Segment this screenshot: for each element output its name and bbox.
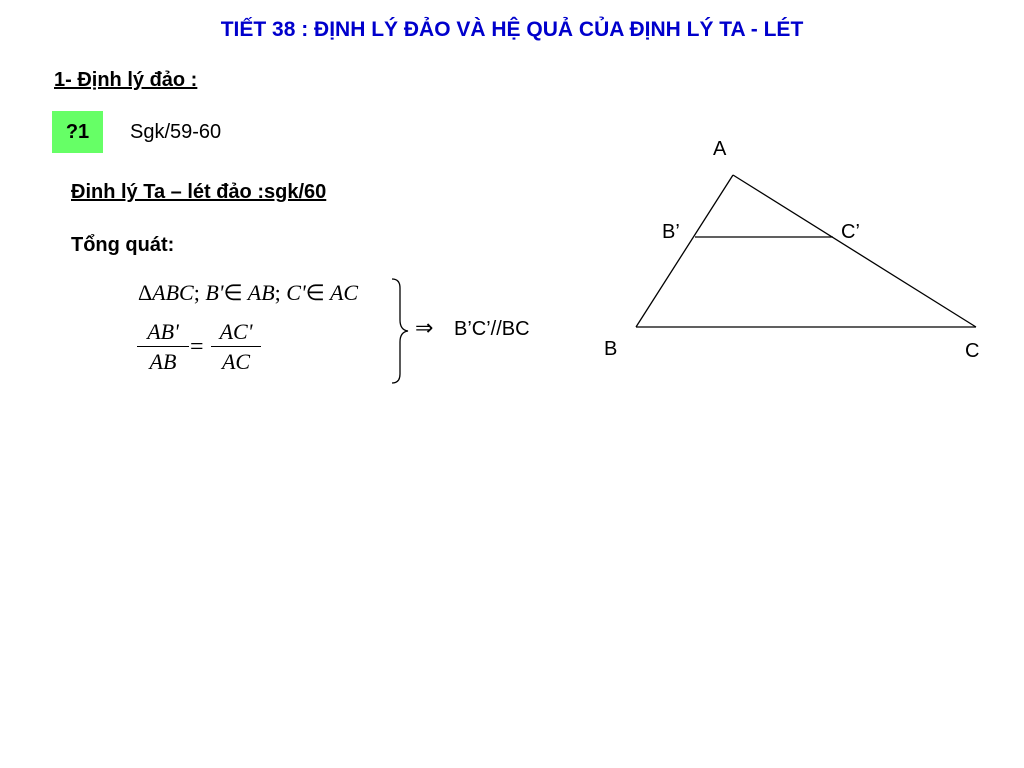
side-ac xyxy=(733,175,976,327)
member-symbol: ∈ xyxy=(305,280,325,305)
question-reference: Sgk/59-60 xyxy=(130,121,222,143)
ratio-ab-numerator: AB' xyxy=(137,318,189,347)
delta-symbol: Δ xyxy=(138,280,153,305)
ratio-ac-denominator: AC xyxy=(221,349,251,374)
point-label-c-prime: C’ xyxy=(841,221,860,243)
question-badge: ?1 xyxy=(52,111,103,153)
member-symbol: ∈ xyxy=(223,280,243,305)
point-b-prime: B' xyxy=(205,280,224,305)
side-ab xyxy=(636,175,733,327)
theorem-heading: Đinh lý Ta – lét đảo :sgk/60 xyxy=(71,181,327,203)
triangle-name: ABC xyxy=(152,280,194,305)
equals-sign: = xyxy=(190,334,204,360)
vertex-label-b: B xyxy=(604,338,618,360)
point-label-b-prime: B’ xyxy=(662,221,680,243)
segment-ac: AC xyxy=(324,280,359,305)
conclusion-text: B’C’//BC xyxy=(454,318,530,340)
point-c-prime: C' xyxy=(286,280,306,305)
separator: ; xyxy=(193,280,206,305)
segment-ab: AB xyxy=(242,280,275,305)
ratio-ac-numerator: AC' xyxy=(211,318,261,347)
vertex-label-a: A xyxy=(713,138,727,160)
section-heading: 1- Định lý đảo : xyxy=(54,69,198,91)
general-heading: Tổng quát: xyxy=(71,234,175,256)
separator: ; xyxy=(274,280,287,305)
ratio-ab-denominator: AB xyxy=(149,349,177,374)
vertex-label-c: C xyxy=(965,340,980,362)
page-title: TIẾT 38 : ĐỊNH LÝ ĐẢO VÀ HỆ QUẢ CỦA ĐỊNH LÝ TA - LÉT xyxy=(220,18,804,41)
implies-symbol: ⇒ xyxy=(415,316,434,341)
